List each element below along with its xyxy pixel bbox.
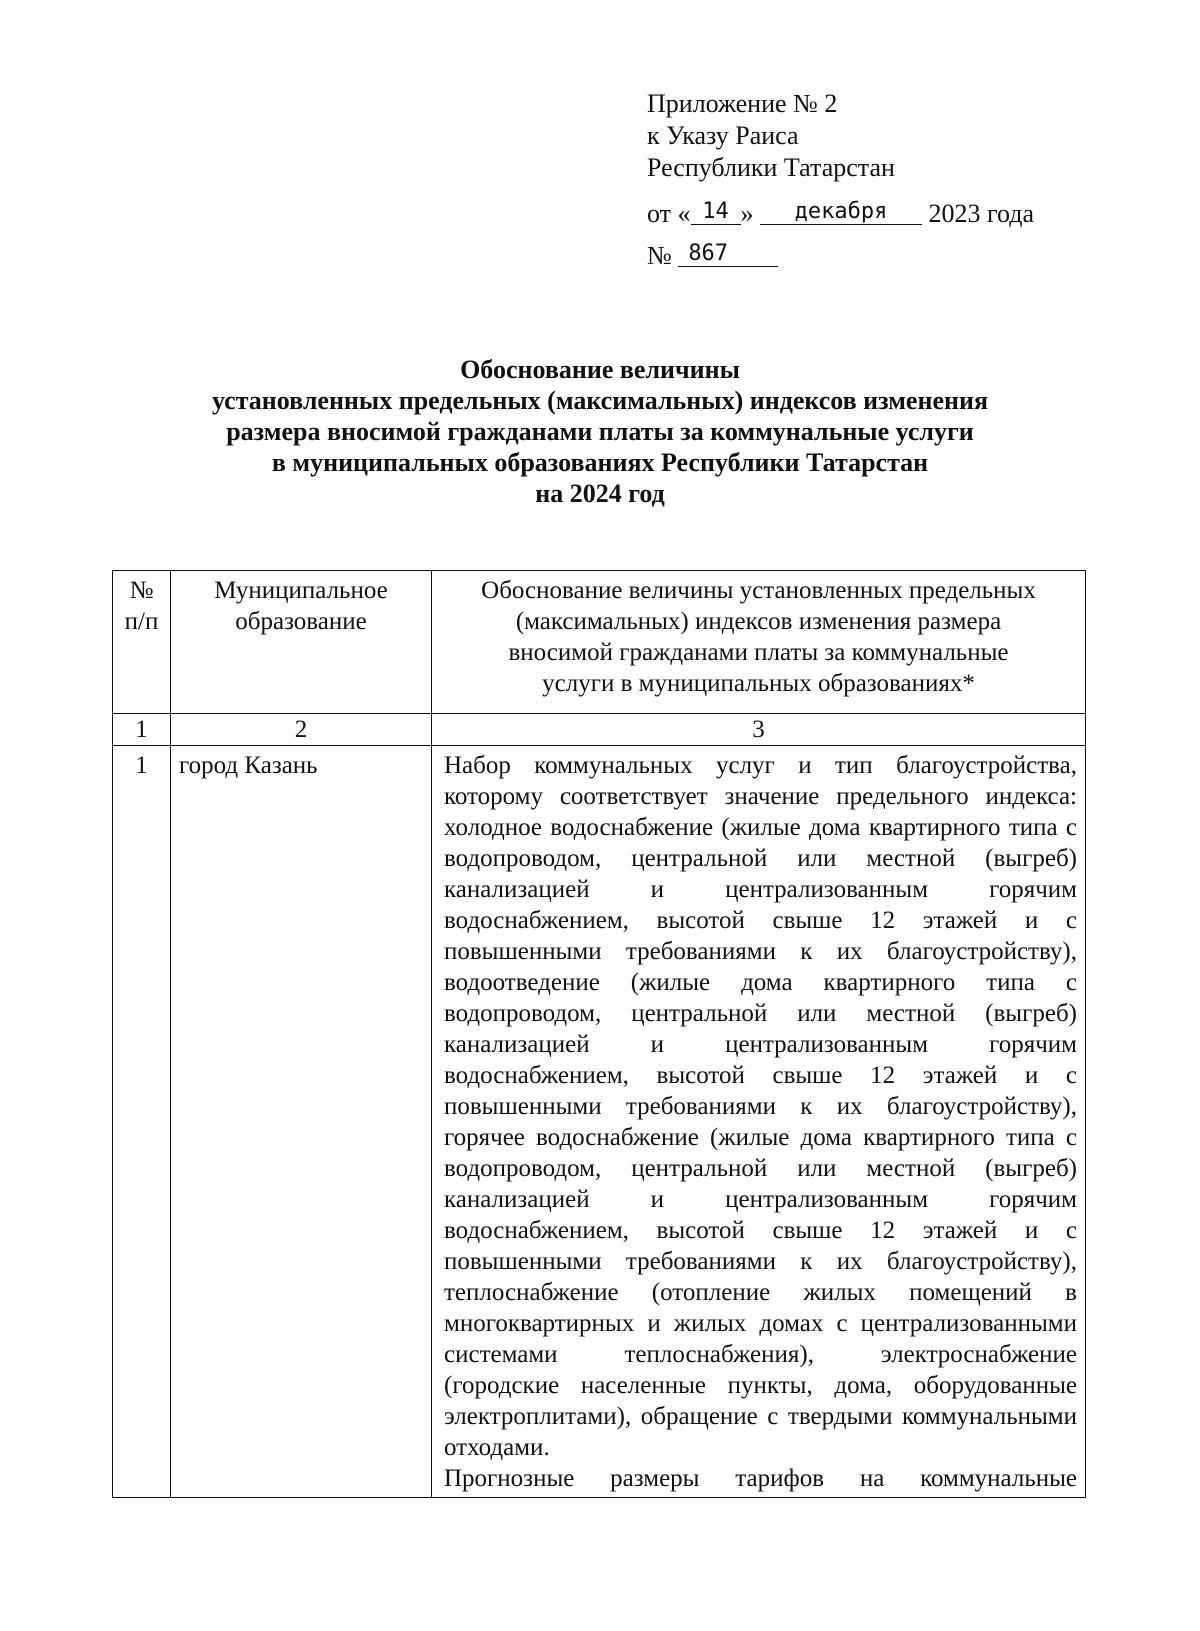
title-line-3: размера вносимой гражданами платы за коммунальные услуги — [226, 417, 974, 446]
header-number — [113, 571, 171, 714]
header-municipality — [171, 571, 432, 714]
row-municipality: город Казань — [171, 746, 432, 1498]
header-justification-line-3: вносимой гражданами платы за коммунальные — [508, 639, 1009, 666]
document-title — [150, 354, 1050, 509]
date-mid: » — [740, 199, 754, 228]
row-justification — [432, 746, 1086, 1498]
header-justification-line-2: (максимальных) индексов изменения размера — [515, 608, 1002, 635]
justification-paragraph-2: Прогнозные размеры тарифов на коммунальные — [444, 1465, 1077, 1492]
date-year: 2023 года — [928, 199, 1035, 228]
column-number-3: 3 — [432, 714, 1086, 746]
header-number-line-2: п/п — [124, 608, 159, 635]
header-justification-line-1: Обоснование величины установленных предельных — [481, 577, 1036, 604]
title-line-2: установленных предельных (максимальных) индексов изменения — [211, 386, 989, 415]
title-line-4: в муниципальных образованиях Республики Татарстан — [271, 448, 929, 477]
table-header-row — [113, 571, 1086, 714]
row-number: 1 — [113, 746, 171, 1498]
header-justification — [432, 571, 1086, 714]
date-day: 14 — [691, 200, 741, 225]
title-line-5: на 2024 год — [535, 479, 665, 508]
header-municipality-line-2: образование — [235, 608, 367, 635]
column-numbers-row — [113, 714, 1086, 746]
title-line-1: Обоснование величины — [460, 355, 740, 384]
appendix-line-1: Приложение № 2 — [647, 89, 838, 118]
appendix-block — [647, 88, 1034, 272]
appendix-line-2: к Указу Раиса — [647, 121, 799, 150]
date-month: декабря — [760, 200, 922, 225]
header-justification-line-4: услуги в муниципальных образованиях* — [542, 670, 975, 697]
justification-paragraph-1: Набор коммунальных услуг и тип благоустройства, которому соответствует значение предельного индекса: холодное водоснабжение (жилые дома квартирного типа с водопроводом, центральной или местной (выгреб) канализацией и централизованным горячим водоснабжением, высотой свыше 12 этажей и с повышенными требованиями к их благоустройству), водоотведение (жилые дома квартирного типа с водопроводом, центральной или местной (выгреб) канализацией и централизованным горячим водоснабжением, высотой свыше 12 этажей и с повышенными требованиями к их благоустройству), горячее водоснабжение (жилые дома квартирного типа с водопроводом, центральной или местной (выгреб) канализацией и централизованным горячим водоснабжением, высотой свыше 12 этажей и с повышенными требованиями к их благоустройству), теплоснабжение (отопление жилых помещений в многоквартирных и жилых домах с централизованными системами теплоснабжения), электроснабжение (городские населенные пункты, дома, оборудованные электроплитами), обращение с твердыми коммунальными отходами. — [444, 752, 1077, 1461]
column-number-2: 2 — [171, 714, 432, 746]
decree-date — [647, 198, 1034, 230]
decree-number — [647, 240, 1034, 272]
header-number-line-1: № — [129, 577, 154, 604]
number-prefix: № — [647, 241, 672, 270]
justification-table — [112, 570, 1086, 1498]
date-prefix: от « — [647, 199, 691, 228]
header-municipality-line-1: Муниципальное — [214, 577, 388, 604]
appendix-line-3: Республики Татарстан — [647, 153, 895, 182]
number-value: 867 — [678, 242, 778, 267]
table-row — [113, 746, 1086, 1498]
column-number-1: 1 — [113, 714, 171, 746]
